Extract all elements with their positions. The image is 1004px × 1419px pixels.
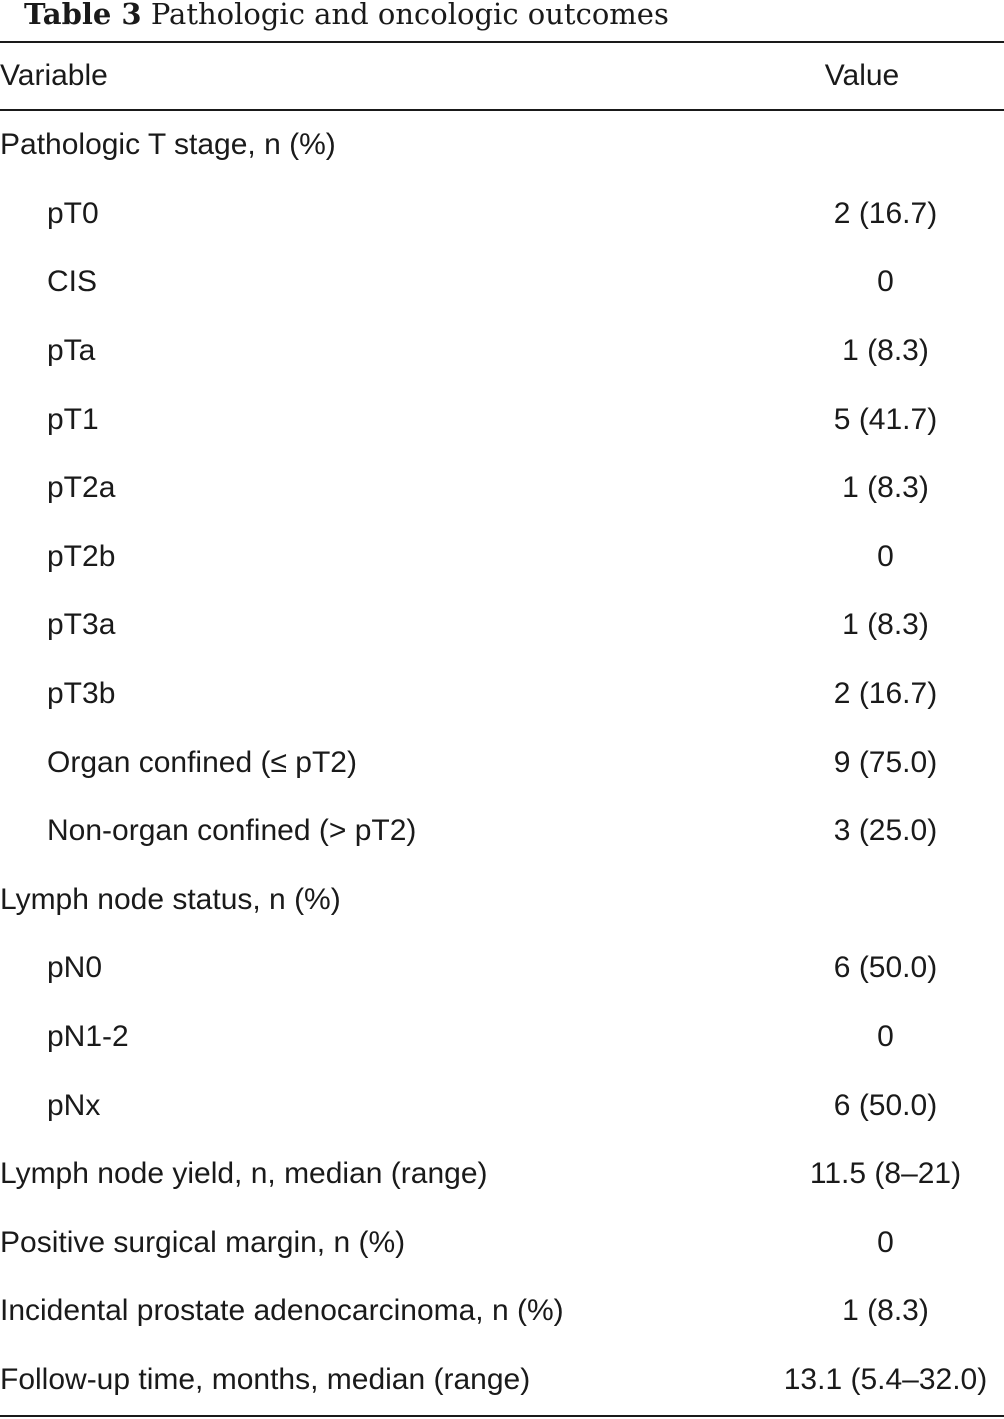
row-value: 1 (8.3) (842, 1294, 929, 1328)
row-sublabel: pT1 (47, 402, 99, 436)
table-row (0, 454, 1004, 523)
table-row (0, 248, 1004, 317)
row-value: 2 (16.7) (833, 677, 938, 711)
table-number: Table 3 (24, 0, 142, 31)
table-row (0, 317, 1004, 386)
row-sublabel: pT2b (47, 539, 116, 573)
row-sublabel: pN1-2 (47, 1020, 129, 1054)
row-value: 1 (8.3) (842, 471, 929, 505)
row-value: 3 (25.0) (833, 814, 938, 848)
row-sublabel: pT3a (47, 608, 116, 642)
row-sublabel: pT0 (47, 196, 99, 230)
table-row (0, 385, 1004, 454)
row-value: 9 (75.0) (833, 745, 938, 779)
table-row (0, 797, 1004, 866)
row-label: Follow-up time, months, median (range) (0, 1362, 531, 1396)
row-value: 2 (16.7) (833, 196, 938, 230)
row-sublabel: pN0 (47, 951, 103, 985)
row-value: 0 (877, 265, 894, 299)
row-sublabel: pNx (47, 1088, 101, 1122)
row-label: Pathologic T stage, n (%) (0, 128, 336, 162)
header-row (0, 43, 1004, 109)
column-header-value: Value (824, 59, 900, 92)
table-row (0, 660, 1004, 729)
row-value: 6 (50.0) (833, 951, 938, 985)
row-sublabel: Organ confined (≤ pT2) (47, 745, 357, 779)
row-value: 0 (877, 1020, 894, 1054)
table-row (0, 1071, 1004, 1140)
row-value (767, 866, 1004, 935)
table-caption (24, 0, 669, 34)
bottom-rule (0, 1415, 1004, 1417)
table-row (0, 180, 1004, 249)
table-row (0, 934, 1004, 1003)
column-header-variable: Variable (0, 59, 108, 92)
table-row (0, 523, 1004, 592)
row-value: 13.1 (5.4–32.0) (783, 1362, 988, 1396)
table-row (0, 591, 1004, 660)
row-value: 1 (8.3) (842, 608, 929, 642)
table-row (0, 111, 1004, 180)
table-row (0, 1140, 1004, 1209)
row-sublabel: pT3b (47, 677, 116, 711)
table-row (0, 1003, 1004, 1072)
table-row (0, 1346, 1004, 1415)
row-value: 0 (877, 539, 894, 573)
table-header (0, 43, 1004, 109)
row-value: 0 (877, 1225, 894, 1259)
row-sublabel: Non-organ confined (> pT2) (47, 814, 417, 848)
row-label: Lymph node yield, n, median (range) (0, 1157, 488, 1191)
row-label: Lymph node status, n (%) (0, 882, 341, 916)
row-label: Positive surgical margin, n (%) (0, 1225, 406, 1259)
row-value: 5 (41.7) (833, 402, 938, 436)
table-body (0, 111, 1004, 1414)
row-value: 6 (50.0) (833, 1088, 938, 1122)
table-row (0, 866, 1004, 935)
table-row (0, 728, 1004, 797)
table-row (0, 1277, 1004, 1346)
row-sublabel: CIS (47, 265, 98, 299)
table-row (0, 1209, 1004, 1278)
row-value: 11.5 (8–21) (809, 1157, 962, 1191)
table-title: Pathologic and oncologic outcomes (150, 0, 669, 31)
row-sublabel: pT2a (47, 471, 116, 505)
row-value (767, 111, 1004, 180)
row-sublabel: pTa (47, 334, 96, 368)
row-value: 1 (8.3) (842, 334, 929, 368)
row-label: Incidental prostate adenocarcinoma, n (%) (0, 1294, 564, 1328)
